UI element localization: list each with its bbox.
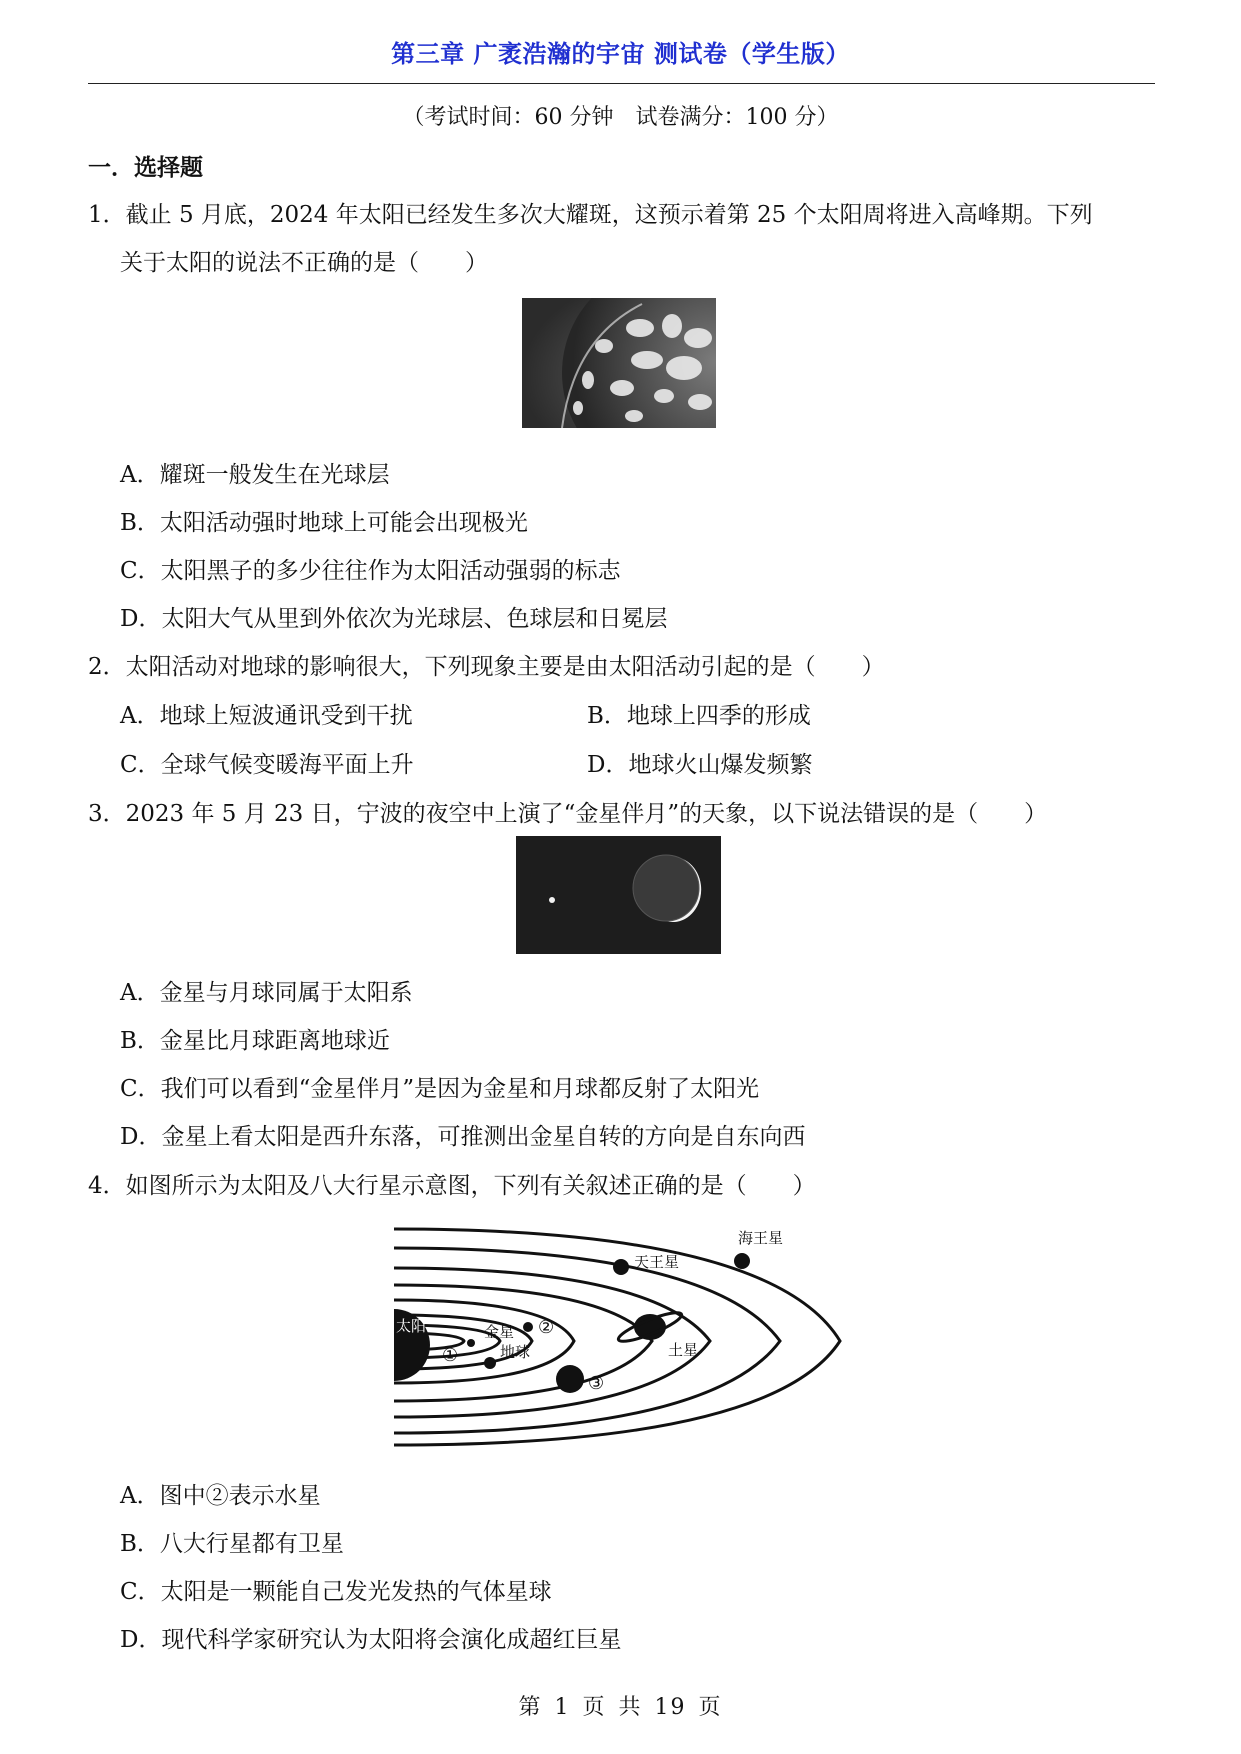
mercury-marker: ① xyxy=(442,1345,459,1366)
question-4-option-c: C．太阳是一颗能自己发光发热的气体星球 xyxy=(120,1579,552,1605)
earth-dot xyxy=(484,1357,496,1369)
page-title: 第三章 广袤浩瀚的宇宙 测试卷（学生版） xyxy=(391,40,850,68)
planet-2-dot xyxy=(523,1322,533,1332)
question-3-option-b: B．金星比月球距离地球近 xyxy=(120,1028,390,1054)
solar-system-diagram xyxy=(392,1213,850,1459)
question-1-option-b: B．太阳活动强时地球上可能会出现极光 xyxy=(120,510,528,536)
orbit-uranus xyxy=(394,1248,780,1433)
question-3-option-d: D．金星上看太阳是西升东落，可推测出金星自转的方向是自东向西 xyxy=(120,1124,806,1150)
footer-total-pages: 19 xyxy=(654,1695,687,1720)
footer-prefix: 第 xyxy=(518,1695,543,1720)
sun-flare-photo xyxy=(522,298,716,428)
question-2-option-a: A．地球上短波通讯受到干扰 xyxy=(120,703,413,729)
question-1-option-a: A．耀斑一般发生在光球层 xyxy=(120,462,390,488)
footer-page-word: 页 xyxy=(582,1695,607,1720)
section-title: 一．选择题 xyxy=(88,155,203,181)
question-1-line-1: 1．截止 5 月底，2024 年太阳已经发生多次大耀斑，这预示着第 25 个太阳周将进入高峰期。下列 xyxy=(88,202,1093,228)
uranus-label: 天王星 xyxy=(634,1253,680,1271)
question-2-option-b: B．地球上四季的形成 xyxy=(587,703,811,729)
question-4-option-b: B．八大行星都有卫星 xyxy=(120,1531,344,1557)
question-4-line-1: 4．如图所示为太阳及八大行星示意图，下列有关叙述正确的是（ ） xyxy=(88,1173,816,1199)
question-1-option-d: D．太阳大气从里到外依次为光球层、色球层和日冕层 xyxy=(120,606,668,632)
uranus-dot xyxy=(613,1259,629,1275)
planet-2-marker: ② xyxy=(538,1317,555,1338)
question-2-line-1: 2．太阳活动对地球的影响很大，下列现象主要是由太阳活动引起的是（ ） xyxy=(88,654,885,680)
footer-total-prefix: 共 xyxy=(618,1695,643,1720)
saturn-label: 土星 xyxy=(668,1341,699,1359)
question-1-line-2: 关于太阳的说法不正确的是（ ） xyxy=(120,250,488,276)
question-1-option-c: C．太阳黑子的多少往往作为太阳活动强弱的标志 xyxy=(120,558,621,584)
question-4-option-a: A．图中②表示水星 xyxy=(120,1483,321,1509)
venus-moon-photo xyxy=(516,836,721,954)
exam-info: （考试时间：60 分钟 试卷满分：100 分） xyxy=(402,105,839,130)
earth-label: 地球 xyxy=(500,1343,531,1361)
question-2-option-d: D．地球火山爆发频繁 xyxy=(587,752,813,778)
venus-dot xyxy=(467,1339,475,1347)
question-3-line-1: 3．2023 年 5 月 23 日，宁波的夜空中上演了“金星伴月”的天象，以下说法错误的是（ ） xyxy=(88,801,1048,827)
question-3-option-a: A．金星与月球同属于太阳系 xyxy=(120,980,413,1006)
jupiter-dot xyxy=(556,1365,584,1393)
planet-3-marker: ③ xyxy=(588,1373,605,1394)
question-4-option-d: D．现代科学家研究认为太阳将会演化成超红巨星 xyxy=(120,1627,622,1653)
footer-suffix: 页 xyxy=(698,1695,723,1720)
neptune-dot xyxy=(734,1253,750,1269)
sun-label: 太阳 xyxy=(396,1317,427,1335)
venus-label: 金星 xyxy=(484,1323,515,1341)
footer-page-number: 1 xyxy=(554,1695,571,1720)
header-divider xyxy=(88,83,1155,84)
page-footer xyxy=(0,1690,1241,1721)
question-3-option-c: C．我们可以看到“金星伴月”是因为金星和月球都反射了太阳光 xyxy=(120,1076,760,1102)
orbit-saturn xyxy=(394,1268,710,1417)
question-2-option-c: C．全球气候变暖海平面上升 xyxy=(120,752,414,778)
neptune-label: 海王星 xyxy=(738,1229,784,1247)
